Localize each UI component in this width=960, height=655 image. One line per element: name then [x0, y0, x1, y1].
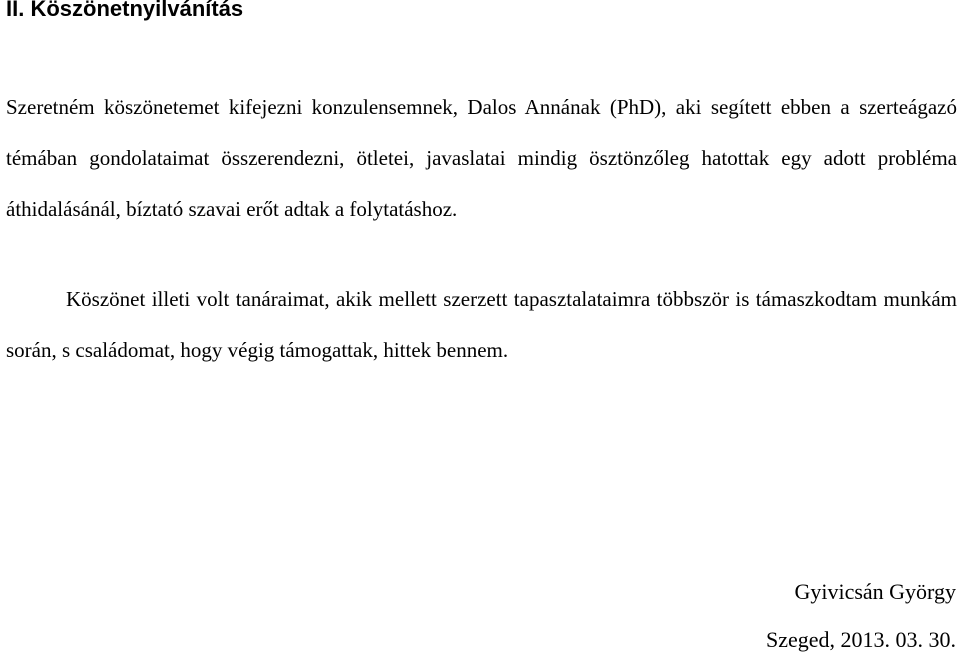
section-heading: II. Köszönetnyilvánítás — [6, 0, 244, 21]
signature-name: Gyivicsán György — [794, 579, 956, 604]
paragraph-acknowledgement-teachers-family: Köszönet illeti volt tanáraimat, akik mellett szerzett tapasztalataimra többször is támaszkodtam munkám során, s családomat, hogy végig támogattak, hittek bennem. — [6, 287, 957, 362]
signature-date: Szeged, 2013. 03. 30. — [765, 627, 956, 652]
paragraph-acknowledgement-supervisor: Szeretném köszönetemet kifejezni konzulensemnek, Dalos Annának (PhD), aki segített ebben a szerteágazó témában gondolataimat összerendezni, ötletei, javaslatai mindig ösztönzőleg hatottak egy adott probléma áthidalásánál, bíztató szavai erőt adtak a folytatáshoz. — [6, 95, 957, 221]
